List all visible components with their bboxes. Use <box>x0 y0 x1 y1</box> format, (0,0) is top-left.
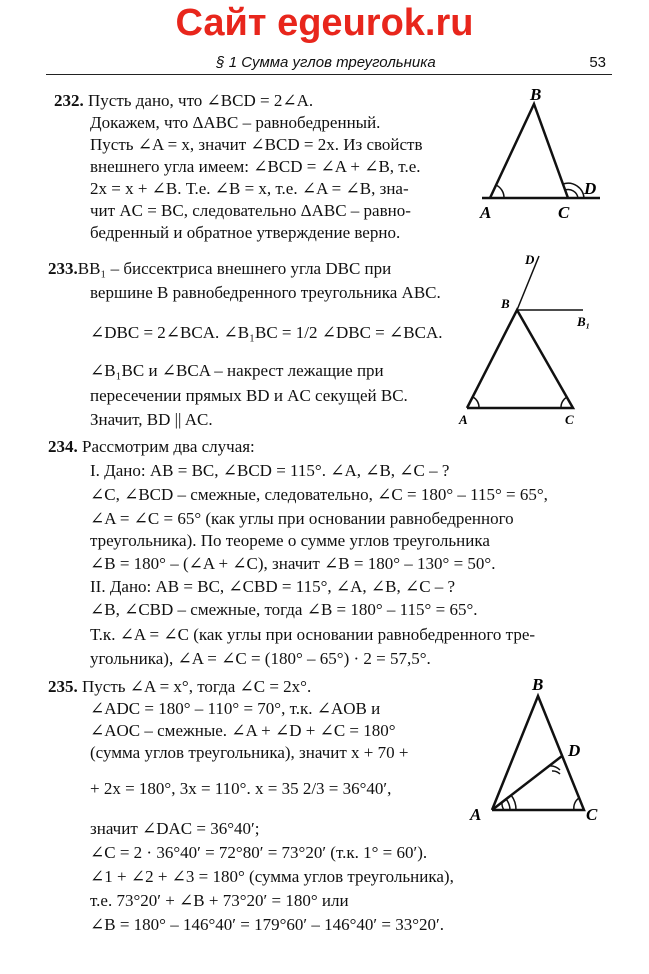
problem-number: 233. <box>48 259 78 278</box>
running-header <box>46 52 606 74</box>
problem-line: Значит, BD || AC. <box>90 410 213 429</box>
vertex-label-b: B <box>530 85 542 104</box>
problem-line: ∠B, ∠CBD – смежные, тогда ∠B = 180° – 115° = 65°. <box>90 600 478 619</box>
problem-line: Т.к. ∠A = ∠C (как углы при основании равнобедренного тре- <box>90 625 536 644</box>
section-title: § 1 Сумма углов треугольника <box>216 54 436 71</box>
problem-line: II. Дано: AB = BC, ∠CBD = 115°, ∠A, ∠B, ∠C – ? <box>90 577 456 596</box>
point-label-b1: B₁ <box>577 314 591 329</box>
header-rule <box>46 74 612 75</box>
problem-line: внешнего угла имеем: ∠BCD = ∠A + ∠B, т.е. <box>90 157 421 176</box>
figure-232-triangle <box>472 84 612 234</box>
problem-line: 234. Рассмотрим два случая: <box>48 437 255 456</box>
problem-line: Докажем, что ΔABC – равнобедренный. <box>90 113 381 132</box>
problem-line: вершине B равнобедренного треугольника ABC. <box>90 283 441 302</box>
problem-number: 232. <box>54 91 84 110</box>
problem-line: ∠C, ∠BCD – смежные, следовательно, ∠C = 180° – 115° = 65°, <box>90 485 548 504</box>
problem-line: ∠1 + ∠2 + ∠3 = 180° (сумма углов треугольника), <box>90 867 454 886</box>
vertex-label-c: C <box>586 805 598 824</box>
problem-line: т.е. 73°20′ + ∠B + 73°20′ = 180° или <box>90 891 349 910</box>
problem-line: 233.BB₁ – биссектриса внешнего угла DBC при <box>48 259 392 278</box>
problem-line: бедренный и обратное утверждение верно. <box>90 223 401 242</box>
vertex-label-a: A <box>470 805 482 824</box>
vertex-label-c: C <box>558 203 570 222</box>
problem-line: ∠A = ∠C = 65° (как углы при основании равнобедренного <box>90 509 514 528</box>
vertex-label-b: B <box>532 675 544 694</box>
page-number: 53 <box>589 54 606 71</box>
problem-line: чит AC = BC, следовательно ΔABC – равно- <box>90 201 411 220</box>
site-title: Сайт egeurok.ru <box>175 2 474 44</box>
problem-line: ∠C = 2 · 36°40′ = 72°80′ = 73°20′ (т.к. 1° = 60′). <box>90 843 428 862</box>
problem-line: ∠B₁BC и ∠BCA – накрест лежащие при <box>90 361 384 380</box>
problem-line: треугольника). По теореме о сумме углов треугольника <box>90 531 490 550</box>
problem-line: Пусть ∠A = x, значит ∠BCD = 2x. Из свойств <box>90 135 423 154</box>
point-label-d: D <box>584 179 597 198</box>
problem-line: значит ∠DAC = 36°40′; <box>90 819 260 838</box>
problem-line: ∠B = 180° – (∠A + ∠C), значит ∠B = 180° – 130° = 50°. <box>90 554 496 573</box>
problem-number: 234. <box>48 437 78 456</box>
problem-line: I. Дано: AB = BC, ∠BCD = 115°. ∠A, ∠B, ∠C – ? <box>90 461 450 480</box>
problem-line: пересечении прямых BD и AC секущей BC. <box>90 386 408 405</box>
problem-line: (сумма углов треугольника), значит x + 70 + <box>90 743 409 762</box>
problem-line: + 2x = 180°, 3x = 110°. x = 35 2/3 = 36°40′, <box>90 779 392 798</box>
problem-line: ∠DBC = 2∠BCA. ∠B₁BC = 1/2 ∠DBC = ∠BCA. <box>90 323 443 342</box>
problem-line: ∠B = 180° – 146°40′ = 179°60′ – 146°40′ = 33°20′. <box>90 915 444 934</box>
vertex-label-a: A <box>459 412 468 427</box>
point-label-d: D <box>525 252 535 267</box>
vertex-label-c: C <box>565 412 574 427</box>
problem-line: ∠ADC = 180° – 110° = 70°, т.к. ∠AOB и <box>90 699 381 718</box>
problem-line: 232. Пусть дано, что ∠BCD = 2∠A. <box>54 91 314 110</box>
problem-line: угольника), ∠A = ∠C = (180° – 65°) · 2 = 57,5°. <box>90 649 431 668</box>
problem-line: 2x = x + ∠B. Т.е. ∠B = x, т.е. ∠A = ∠B, зна- <box>90 179 409 198</box>
vertex-label-b: B <box>501 296 510 311</box>
vertex-label-a: A <box>480 203 492 222</box>
problem-number: 235. <box>48 677 78 696</box>
figure-233-triangle <box>455 250 605 430</box>
problem-line: 235. Пусть ∠A = x°, тогда ∠C = 2x°. <box>48 677 312 696</box>
problem-line: ∠AOC – смежные. ∠A + ∠D + ∠C = 180° <box>90 721 396 740</box>
point-label-d: D <box>568 741 581 760</box>
figure-235-triangle <box>464 672 614 832</box>
